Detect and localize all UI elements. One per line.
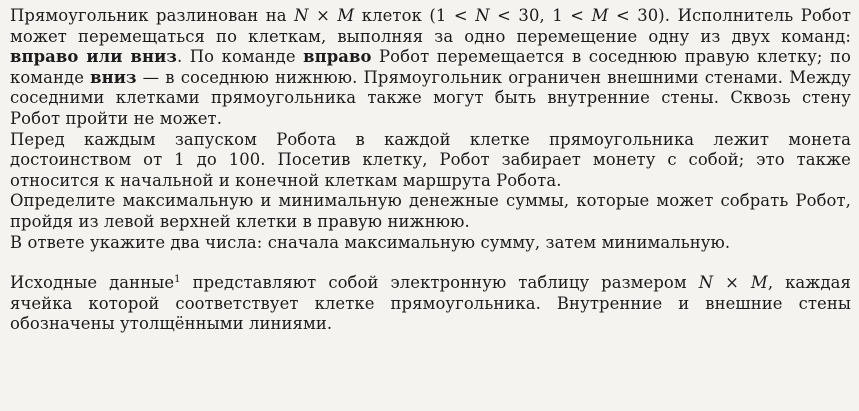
text-fragment: . По команде	[176, 47, 304, 67]
footnote-marker: 1	[174, 274, 181, 286]
text-fragment: ×	[308, 6, 338, 25]
text-fragment: < 30). Исполнитель Робот может перемещаться по клеткам, выполняя за одно перемещение одну из двух команд:	[10, 6, 851, 46]
math-var-m: M	[337, 6, 355, 25]
text-fragment: клеток (1 <	[354, 6, 476, 25]
math-var-n: N	[475, 6, 490, 25]
task-paragraph-input-data	[10, 273, 851, 335]
math-var-n: N	[294, 6, 309, 25]
command-or: или	[78, 47, 131, 67]
command-down: вниз	[130, 47, 177, 67]
math-var-m: M	[750, 273, 768, 293]
command-right: вправо	[303, 47, 372, 67]
task-paragraph-answer-format: В ответе укажите два числа: сначала максимальную сумму, затем минимальную.	[10, 232, 731, 252]
command-right: вправо	[10, 47, 79, 67]
text-fragment: < 30, 1 <	[489, 6, 592, 25]
math-var-n: N	[698, 273, 714, 293]
text-fragment: , каждая ячейка которой соответствует клетке прямоугольника. Внутренние и внешние стены обозначены утолщёнными линиями.	[10, 273, 851, 334]
command-down: вниз	[90, 67, 137, 87]
task-paragraph-question: Определите максимальную и минимальную денежные суммы, которые может собрать Робот, пройдя из левой верхней клетки в правую нижнюю.	[10, 191, 851, 231]
text-fragment: Прямоугольник разлинован на	[10, 6, 295, 25]
text-fragment: представляют собой электронную таблицу размером	[180, 273, 699, 293]
text-fragment: Робот перемещается в соседнюю правую клетку; по команде	[10, 47, 852, 87]
task-paragraph-robot-rules	[10, 6, 851, 130]
text-fragment: — в соседнюю нижнюю. Прямоугольник ограничен внешними стенами. Между соседними клетками прямоугольника также могут быть внутренние стены. Сквозь стену Робот пройти не может.	[10, 67, 851, 128]
text-fragment: ×	[713, 273, 751, 293]
text-fragment: Исходные данные	[10, 273, 175, 293]
math-var-m: M	[591, 6, 609, 25]
task-paragraph-coins: Перед каждым запуском Робота в каждой клетке прямоугольника лежит монета достоинством от 1 до 100. Посетив клетку, Робот забирает монету с собой; это также относится к начальной и конечной клеткам маршрута Робота.	[10, 129, 851, 190]
paragraph-spacer	[10, 253, 851, 273]
